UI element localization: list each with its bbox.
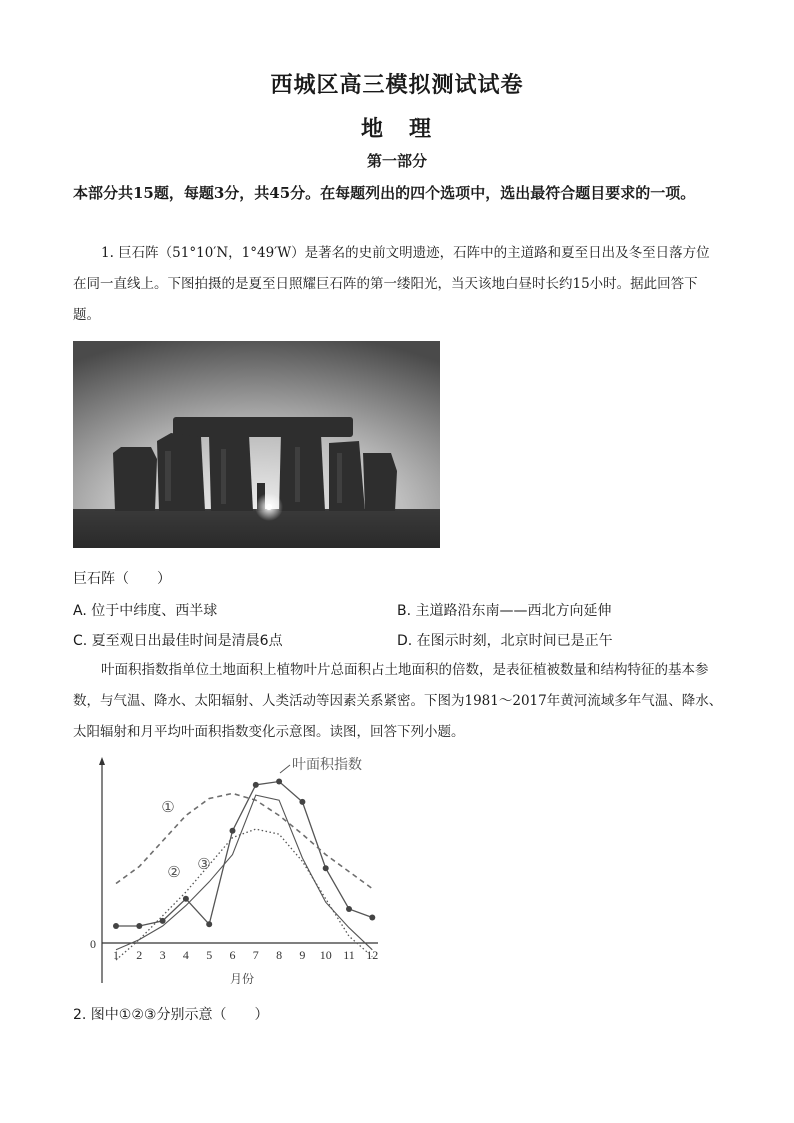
x-tick-label: 7 — [252, 948, 259, 962]
part-title: 第一部分 — [366, 152, 427, 170]
x-tick-label: 11 — [343, 948, 355, 962]
lai-data-point — [183, 896, 189, 902]
series-label-4: ③ — [197, 855, 211, 873]
series-line-4 — [116, 829, 372, 960]
lai-data-point — [113, 923, 119, 929]
x-tick-label: 10 — [319, 948, 332, 962]
lai-label-leader — [280, 765, 290, 773]
lai-data-point — [346, 906, 352, 912]
question-1-intro: 1. 巨石阵（51°10′N，1°49′W）是著名的史前文明遗迹，石阵中的主道路和夏至日出及冬至日落方位在同一直线上。下图拍摄的是夏至日照耀巨石阵的第一缕阳光，当天该地白昼时长约15小时。据此回答下题。 — [73, 245, 710, 323]
lai-data-point — [253, 782, 259, 788]
lai-data-point — [206, 921, 212, 927]
x-tick-label: 5 — [206, 948, 213, 962]
origin-label: 0 — [90, 937, 96, 951]
x-tick-label: 3 — [159, 948, 166, 962]
lai-data-point — [299, 799, 305, 805]
x-tick-label: 12 — [366, 948, 379, 962]
question-2-stem: 2. 图中①②③分别示意（ ） — [73, 1007, 269, 1023]
x-tick-label: 9 — [299, 948, 306, 962]
stonehenge-photo — [73, 341, 440, 548]
question-1-option-b[interactable]: B. 主道路沿东南——西北方向延伸 — [397, 603, 612, 619]
section-instructions: 本部分共15题，每题3分，共45分。在每题列出的四个选项中，选出最符合题目要求的一项。 — [73, 184, 696, 202]
lai-data-point — [136, 923, 142, 929]
x-tick-label: 4 — [182, 948, 189, 962]
subject-title: 地 理 — [360, 116, 433, 142]
question-1-option-d[interactable]: D. 在图示时刻，北京时间已是正午 — [397, 633, 613, 649]
lai-data-point — [323, 865, 329, 871]
lai-data-point — [230, 828, 236, 834]
series-label-3: ② — [167, 863, 181, 881]
exam-title: 西城区高三模拟测试试卷 — [270, 72, 524, 98]
question-1-option-c[interactable]: C. 夏至观日出最佳时间是清晨6点 — [73, 633, 283, 649]
x-axis-title: 月份 — [230, 972, 255, 986]
series-line-3 — [116, 795, 372, 950]
series-label-1: 叶面积指数 — [292, 757, 362, 773]
passage-2: 叶面积指数指单位土地面积上植物叶片总面积占土地面积的倍数，是表征植被数量和结构特征的基本参数，与气温、降水、太阳辐射、人类活动等因素关系紧密。下图为1981～2017年黄河流域多年气温、降水、太阳辐射和月平均叶面积指数变化示意图。读图，回答下列小题。 — [73, 662, 723, 740]
x-tick-label: 6 — [229, 948, 236, 962]
series-label-2: ① — [161, 798, 175, 816]
lai-climate-chart — [86, 755, 386, 995]
y-axis-arrow — [99, 757, 105, 765]
lai-data-point — [369, 915, 375, 921]
x-tick-label: 8 — [276, 948, 283, 962]
x-tick-label: 1 — [113, 948, 119, 962]
question-1-option-a[interactable]: A. 位于中纬度、西半球 — [73, 603, 218, 619]
question-1-stem: 巨石阵（ ） — [73, 571, 171, 587]
x-tick-label: 2 — [136, 948, 143, 962]
lai-data-point — [276, 779, 282, 785]
series-line-1 — [116, 782, 372, 927]
